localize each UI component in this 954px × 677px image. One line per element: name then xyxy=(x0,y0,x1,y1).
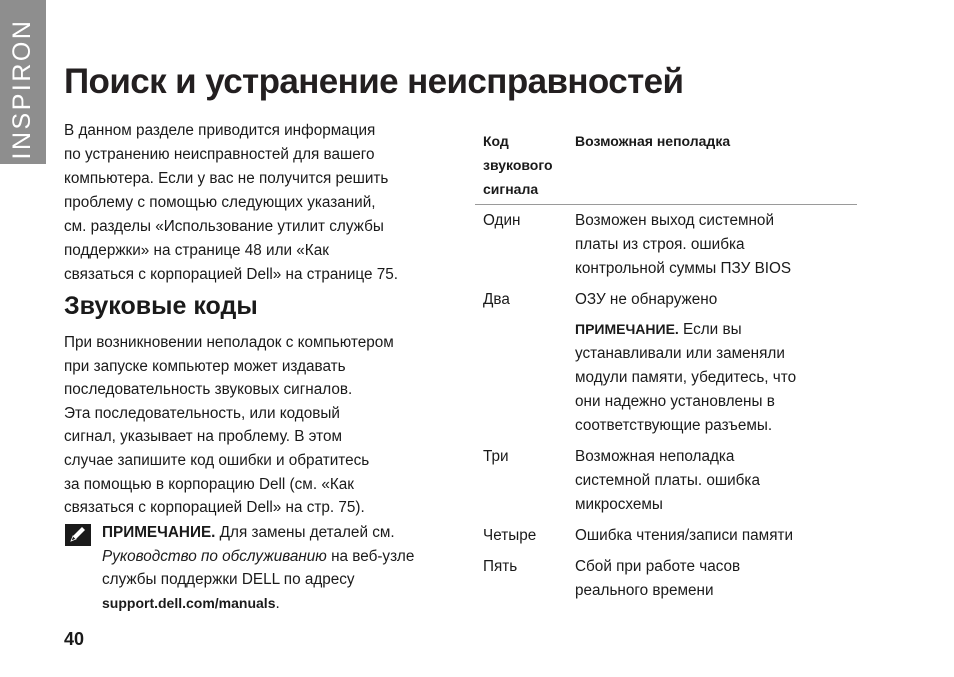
intro-paragraph: В данном разделе приводится информация по устранению неисправностей для вашего компьютера. Если у вас не получится решить проблему с помощью следующих указаний, см. разделы «Использование утилит службы поддержки» на странице 48 или «Как связаться с корпорацией Dell» на странице 75. xyxy=(64,122,399,283)
problem-cell: Возможен выход системной платы из строя. ошибка контрольной суммы ПЗУ BIOS xyxy=(575,212,792,277)
section-title: Звуковые коды xyxy=(64,292,258,320)
problem-cell: Ошибка чтения/записи памяти xyxy=(575,527,794,544)
memory-note-text: Если вы устанавливали или заменяли модули памяти, убедитесь, что они надежно установлены в соответствующие разъемы. xyxy=(575,321,797,434)
note-text: Для замены деталей см. xyxy=(215,524,395,541)
table-row xyxy=(475,438,857,517)
note-replace-parts xyxy=(102,521,462,615)
page-number: 40 xyxy=(64,629,85,649)
problem-cell: Возможная неполадка системной платы. ошибка микросхемы xyxy=(575,448,760,513)
pencil-note-icon xyxy=(65,524,91,546)
brand-side-tab xyxy=(0,0,46,164)
header-possible-problem: Возможная неполадка xyxy=(575,133,731,149)
page-title: Поиск и устранение неисправностей xyxy=(64,62,684,101)
service-manual-title: Руководство по обслуживанию xyxy=(102,547,327,565)
beep-code-cell: Один xyxy=(483,212,521,229)
support-url[interactable]: support.dell.com/manuals xyxy=(102,594,276,611)
section-paragraph: При возникновении неполадок с компьютером при запуске компьютер может издавать последовательность звуковых сигналов. Эта последовательность, или кодовый сигнал, указывает на проблему. В этом случае запишите код ошибки и обратитесь за помощью в корпорацию Dell (см. «Как связаться с корпорацией Dell» на стр. 75). xyxy=(64,334,394,517)
beep-code-cell: Три xyxy=(483,448,509,465)
table-row xyxy=(475,548,857,603)
memory-note-label: ПРИМЕЧАНИЕ. xyxy=(575,321,679,337)
beep-code-cell: Четыре xyxy=(483,527,537,544)
beep-code-cell: Пять xyxy=(483,558,518,575)
beep-code-cell: Два xyxy=(483,291,510,308)
memory-note xyxy=(575,317,857,438)
header-beep-code: Код звукового сигнала xyxy=(483,133,553,197)
problem-cell: ОЗУ не обнаружено xyxy=(575,291,718,308)
table-header xyxy=(475,125,857,205)
note-label: ПРИМЕЧАНИЕ. xyxy=(102,524,216,541)
note-end: . xyxy=(275,594,280,612)
table-row xyxy=(475,281,857,438)
table-row xyxy=(475,205,857,281)
note-text-after: на веб-узле службы поддержки DELL по адресу xyxy=(102,547,415,589)
problem-cell: Сбой при работе часов реального времени xyxy=(575,558,741,599)
beep-code-table xyxy=(475,125,857,603)
table-row xyxy=(475,517,857,548)
brand-label: INSPIRON xyxy=(8,18,36,160)
